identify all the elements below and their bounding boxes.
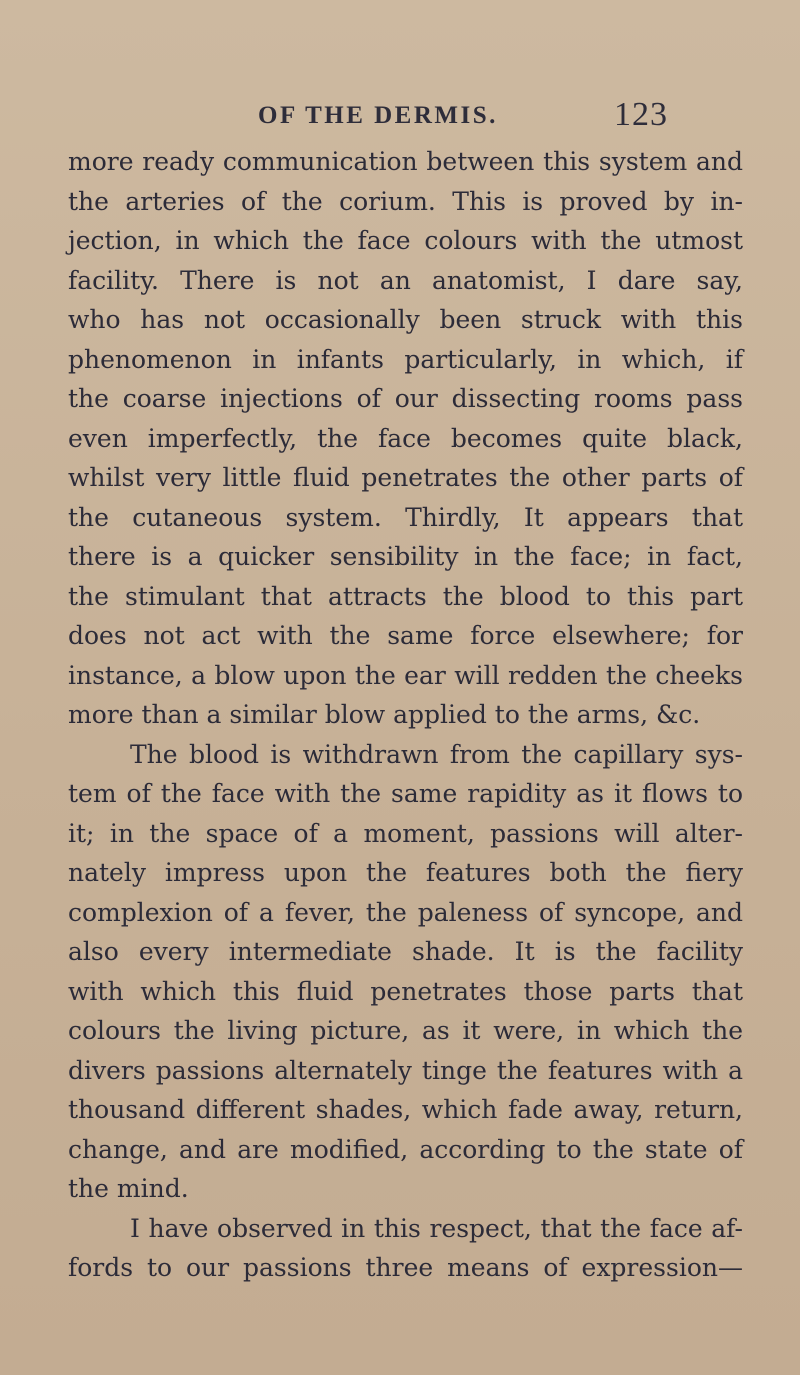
- text-line: also every intermediate shade. It is the facility: [68, 937, 743, 966]
- text-line: there is a quicker sensibility in the face; in fact,: [68, 542, 743, 571]
- text-line: the mind.: [68, 1174, 189, 1203]
- text-line: does not act with the same force elsewhere; for: [68, 621, 743, 650]
- text-line: whilst very little fluid penetrates the other parts of: [68, 463, 743, 492]
- text-line: divers passions alternately tinge the features with a: [68, 1055, 743, 1085]
- text-line: the coarse injections of our dissecting rooms pass: [68, 384, 743, 413]
- text-line: even imperfectly, the face becomes quite black,: [68, 423, 743, 453]
- text-line: it; in the space of a moment, passions will alter-: [68, 818, 743, 848]
- text-line: complexion of a fever, the paleness of syncope, and: [68, 897, 743, 927]
- text-line: the cutaneous system. Thirdly, It appears that: [68, 502, 743, 532]
- text-line: the stimulant that attracts the blood to this part: [68, 581, 743, 611]
- running-head: OF THE DERMIS.: [258, 102, 498, 129]
- text-line: change, and are modified, according to the state of: [68, 1134, 743, 1164]
- body-text: [68, 142, 743, 1288]
- text-line: who has not occasionally been struck with this: [68, 305, 743, 334]
- paragraph-start-line: The blood is withdrawn from the capillary sys-: [130, 739, 743, 769]
- text-line: instance, a blow upon the ear will redden the cheeks: [68, 660, 743, 690]
- text-line: colours the living picture, as it were, in which the: [68, 1016, 743, 1045]
- text-line: with which this fluid penetrates those parts that: [68, 976, 743, 1006]
- text-line: fords to our passions three means of expression—: [68, 1253, 743, 1282]
- page-number: 123: [614, 96, 668, 133]
- text-line: nately impress upon the features both the fiery: [68, 858, 743, 887]
- text-line: jection, in which the face colours with the utmost: [68, 226, 743, 255]
- text-line: phenomenon in infants particularly, in which, if: [68, 344, 743, 374]
- text-line: the arteries of the corium. This is proved by in-: [68, 186, 743, 216]
- text-line: facility. There is not an anatomist, I dare say,: [68, 265, 743, 295]
- text-line: thousand different shades, which fade away, return,: [68, 1095, 743, 1124]
- text-line: more ready communication between this system and: [68, 147, 743, 176]
- paragraph-start-line: I have observed in this respect, that the face af-: [130, 1213, 743, 1243]
- text-line: more than a similar blow applied to the arms, &c.: [68, 700, 701, 729]
- text-line: tem of the face with the same rapidity as it flows to: [68, 779, 743, 808]
